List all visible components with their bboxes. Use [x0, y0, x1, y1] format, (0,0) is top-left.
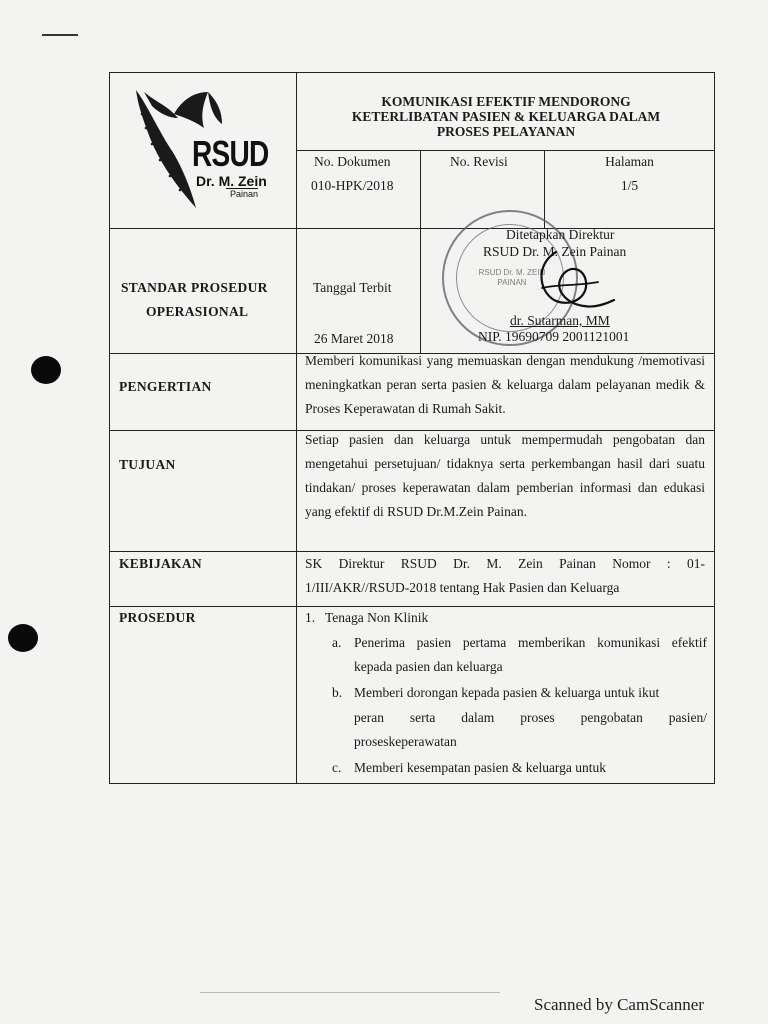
halaman-value: 1/5	[620, 178, 639, 193]
punch-hole-bottom	[8, 624, 38, 652]
title-line-3: PROSES PELAYANAN	[436, 124, 576, 139]
ditetapkan-line2: RSUD Dr. M. Zein Painan	[483, 244, 627, 259]
no-revisi-label: No. Revisi	[450, 154, 508, 169]
logo-sub-name: Dr. M. Zein	[196, 173, 267, 189]
prosedur-b-marker: b.	[332, 685, 343, 700]
prosedur-b-line1: Memberi dorongan kepada pasien & keluarga untuk ikut	[354, 685, 660, 700]
sop-label-line1: STANDAR PROSEDUR	[121, 280, 268, 295]
logo-location: Painan	[226, 188, 258, 199]
tanggal-terbit-value: 26 Maret 2018	[314, 331, 394, 346]
scanner-watermark: Scanned by CamScanner	[534, 995, 704, 1014]
tujuan-label: TUJUAN	[119, 457, 176, 472]
logo-name: RSUD	[192, 133, 269, 174]
pengertian-text: Memberi komunikasi yang memuaskan dengan mendukung /memotivasi meningkatkan peran serta pasien & keluarga dalam pelayanan medik & Proses Keperawatan di Rumah Sakit.	[305, 353, 705, 416]
prosedur-b-line2: peran serta dalam proses pengobatan pasien/	[354, 710, 707, 725]
scan-line	[200, 992, 500, 993]
punch-hole-top	[31, 356, 61, 384]
column-divider	[420, 150, 421, 353]
sop-label-line2: OPERASIONAL	[146, 304, 249, 319]
column-divider	[296, 72, 297, 784]
stamp-text: RSUD Dr. M. ZEIN PAINAN	[478, 268, 546, 287]
halaman-label: Halaman	[605, 154, 654, 169]
title-line-1: KOMUNIKASI EFEKTIF MENDORONG	[381, 94, 631, 109]
no-dokumen-label: No. Dokumen	[314, 154, 391, 169]
prosedur-label: PROSEDUR	[119, 610, 196, 625]
prosedur-item-1: 1. Tenaga Non Klinik	[305, 610, 429, 625]
pengertian-label: PENGERTIAN	[119, 379, 212, 394]
kebijakan-line2: 1/III/AKR//RSUD-2018 tentang Hak Pasien dan Keluarga	[305, 580, 620, 595]
scan-mark	[42, 34, 78, 36]
ditetapkan-line1: Ditetapkan Direktur	[506, 227, 615, 242]
prosedur-c-marker: c.	[332, 760, 342, 775]
document-title	[300, 94, 712, 139]
tujuan-text: Setiap pasien dan keluarga untuk mempermudah pengobatan dan mengetahui persetujuan/ tidaknya serta perkembangan hasil dari suatu tindakan/ proses keperawatan dalam pemberian informasi dan edukasi yang efektif di RSUD Dr.M.Zein Painan.	[305, 432, 705, 519]
kebijakan-label: KEBIJAKAN	[119, 556, 202, 571]
title-line-2: KETERLIBATAN PASIEN & KELUARGA DALAM	[351, 109, 661, 124]
signatory-name: dr. Sutarman, MM	[510, 313, 610, 328]
prosedur-a-marker: a.	[332, 635, 342, 650]
no-dokumen-value: 010-HPK/2018	[311, 178, 394, 193]
hospital-logo	[130, 84, 280, 214]
prosedur-c-text: Memberi kesempatan pasien & keluarga untuk	[354, 760, 607, 775]
prosedur-a-text: Penerima pasien pertama memberikan komunikasi efektif kepada pasien dan keluarga	[354, 635, 707, 674]
prosedur-b-line3: proseskeperawatan	[354, 734, 457, 749]
signatory-nip: NIP. 19690709 2001121001	[478, 329, 630, 344]
row-divider	[109, 228, 715, 229]
kebijakan-line1: SK Direktur RSUD Dr. M. Zein Painan Nomor : 01-	[305, 556, 705, 571]
tanggal-terbit-label: Tanggal Terbit	[313, 280, 392, 295]
